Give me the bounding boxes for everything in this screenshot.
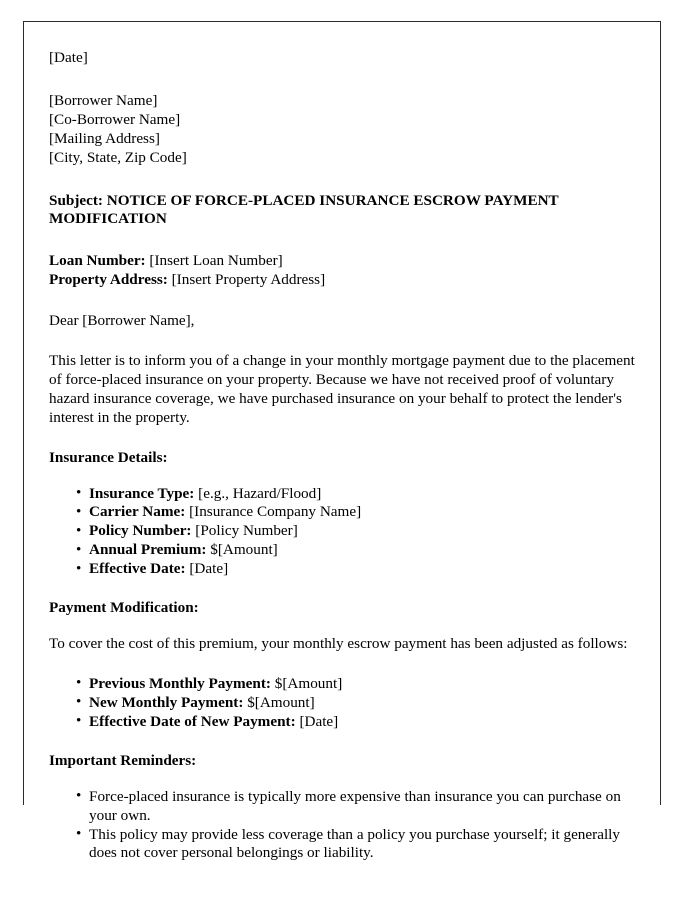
subject-label: Subject: [49,191,103,209]
document-body [49,49,639,883]
recipient-address-block [49,92,639,168]
recipient-co-borrower-name: [Co-Borrower Name] [49,110,181,128]
insurance-effective-date-value: [Date] [189,560,229,578]
previous-monthly-payment-label: Previous Monthly Payment: [89,674,271,692]
salutation: Dear [Borrower Name], [49,311,195,329]
loan-number-label: Loan Number: [49,252,146,270]
new-payment-effective-date-label: Effective Date of New Payment: [89,712,296,730]
list-item [49,560,639,579]
new-monthly-payment-label: New Monthly Payment: [89,693,244,711]
list-item [49,485,639,504]
list-item [49,675,639,694]
important-reminders-heading: Important Reminders: [49,751,197,769]
annual-premium-value: $[Amount] [210,541,278,559]
payment-modification-list [49,675,639,732]
list-item: • Force-placed insurance is typically more expensive than insurance you can purchase on your own. [49,788,639,826]
date-placeholder: [Date] [49,49,88,66]
important-reminders-list [49,788,639,864]
annual-premium-label: Annual Premium: [89,541,207,559]
list-item [49,541,639,560]
insurance-details-list [49,485,639,580]
recipient-city-state-zip: [City, State, Zip Code] [49,148,187,166]
loan-number-value: [Insert Loan Number] [149,252,283,270]
document-page [23,21,661,862]
carrier-name-value: [Insurance Company Name] [189,503,362,521]
insurance-details-heading: Insurance Details: [49,448,168,466]
list-item [49,522,639,541]
recipient-borrower-name: [Borrower Name] [49,91,158,109]
property-address-line [49,271,639,290]
subject-line [49,192,639,230]
loan-number-line [49,252,639,271]
reference-block [49,252,639,290]
recipient-mailing-address: [Mailing Address] [49,129,160,147]
insurance-effective-date-label: Effective Date: [89,560,186,578]
new-monthly-payment-value: $[Amount] [247,693,315,711]
carrier-name-label: Carrier Name: [89,503,186,521]
list-item [49,694,639,713]
list-item [49,503,639,522]
date-block [49,49,639,68]
opening-paragraph: This letter is to inform you of a change in your monthly mortgage payment due to the placement of force-placed insurance on your property. Because we have not received proof of voluntary hazard insurance coverage, we have purchased insurance on your behalf to protect the lender's interest in the property. [49,351,635,426]
property-address-value: [Insert Property Address] [171,271,326,289]
policy-number-label: Policy Number: [89,522,192,540]
property-address-label: Property Address: [49,271,168,289]
list-item [49,713,639,732]
payment-modification-heading: Payment Modification: [49,599,199,617]
previous-monthly-payment-value: $[Amount] [274,674,343,692]
insurance-type-value: [e.g., Hazard/Flood] [198,484,322,502]
insurance-type-label: Insurance Type: [89,484,195,502]
list-item: • This policy may provide less coverage than a policy you purchase yourself; it generally does not cover personal belongings or liability. [49,826,639,864]
payment-modification-intro: To cover the cost of this premium, your monthly escrow payment has been adjusted as follows: [49,635,628,653]
subject-text: NOTICE OF FORCE-PLACED INSURANCE ESCROW PAYMENT MODIFICATION [49,191,559,228]
new-payment-effective-date-value: [Date] [299,712,339,730]
policy-number-value: [Policy Number] [195,522,298,540]
